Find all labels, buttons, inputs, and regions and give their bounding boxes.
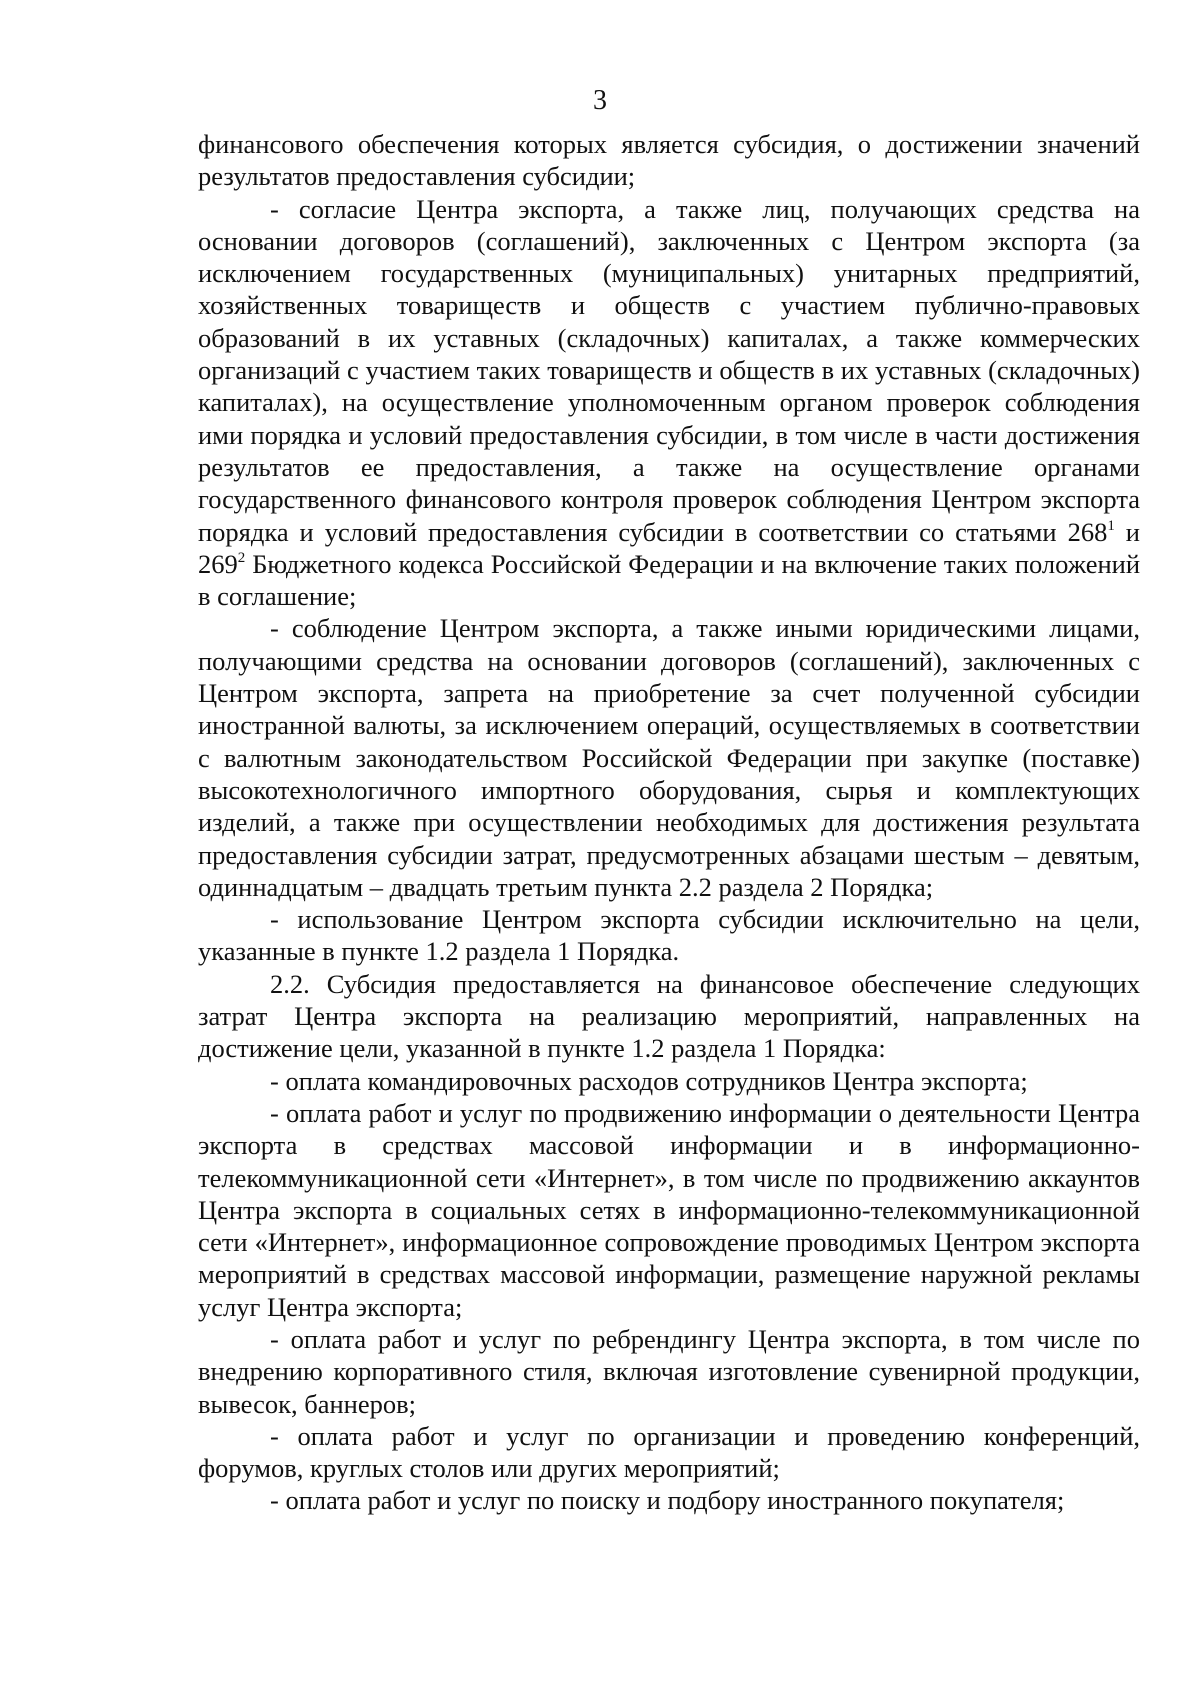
paragraph-section-2-2: 2.2. Субсидия предоставляется на финансовое обеспечение следующих затрат Центра экспорта на реализацию мероприятий, направленных на достижение цели, указанной в пункте 1.2 раздела 1 Порядка: [198,968,1140,1064]
list-item-rebranding: - оплата работ и услуг по ребрендингу Центра экспорта, в том числе по внедрению корпоративного стиля, включая изготовление сувенирной продукции, вывесок, баннеров; [198,1323,1140,1419]
list-item-conferences: - оплата работ и услуг по организации и проведению конференций, форумов, круглых столов или других мероприятий; [198,1420,1140,1484]
superscript-1: 1 [1107,517,1115,534]
paragraph-compliance: - соблюдение Центром экспорта, а также иными юридическими лицами, получающими средства на основании договоров (соглашений), заключенных с Центром экспорта, запрета на приобретение за счет полученной субсидии иностранной валюты, за исключением операций, осуществляемых в соответствии с валютным законодательством Российской Федерации при закупке (поставке) высокотехнологичного импортного оборудования, сырья и комплектующих изделий, а также при осуществлении необходимых для достижения результата предоставления субсидии затрат, предусмотренных абзацами шестым – девятым, одиннадцатым – двадцать третьим пункта 2.2 раздела 2 Порядка; [198,613,1140,902]
paragraph-text: - согласие Центра экспорта, а также лиц, получающих средства на основании договоров (соглашений), заключенных с Центром экспорта (за исключением государственных (муниципальных) унитарных предприятий, хозяйственных товариществ и обществ с участием публично-правовых образований в их уставных (складочных) капиталах, а также коммерческих организаций с участием таких товариществ и обществ в их уставных (складочных) капиталах), на осуществление уполномоченным органом проверок соблюдения ими порядка и условий предоставления субсидии, в том числе в части достижения результатов ее предоставления, а также на осуществление органами государственного финансового контроля проверок соблюдения Центром экспорта порядка и условий предоставления субсидии в соответствии со статьями 268 [198,193,1140,547]
paragraph-consent [198,193,1140,613]
paragraph-text: и 269 [198,516,1140,579]
paragraph-usage: - использование Центром экспорта субсидии исключительно на цели, указанные в пункте 1.2 раздела 1 Порядка. [198,904,1140,967]
list-item-buyer-search: - оплата работ и услуг по поиску и подбору иностранного покупателя; [270,1485,1065,1516]
list-item-media-promotion: - оплата работ и услуг по продвижению информации о деятельности Центра экспорта в средствах массовой информации и в информационно-телекоммуникационной сети «Интернет», в том числе по продвижению аккаунтов Центра экспорта в социальных сетях в информационно-телекоммуникационной сети «Интернет», информационное сопровождение проводимых Центром экспорта мероприятий в средствах массовой информации, размещение наружной рекламы услуг Центра экспорта; [198,1097,1140,1322]
paragraph-continuation: финансового обеспечения которых является субсидия, о достижении значений результатов предоставления субсидии; [198,129,1140,192]
paragraph-text: Бюджетного кодекса Российской Федерации и на включение таких положений в соглашение; [198,548,1140,612]
document-body [198,128,1140,1517]
superscript-2: 2 [237,550,246,567]
list-item-travel-expenses: - оплата командировочных расходов сотрудников Центра экспорта; [270,1065,1028,1096]
page-number: 3 [593,85,607,116]
